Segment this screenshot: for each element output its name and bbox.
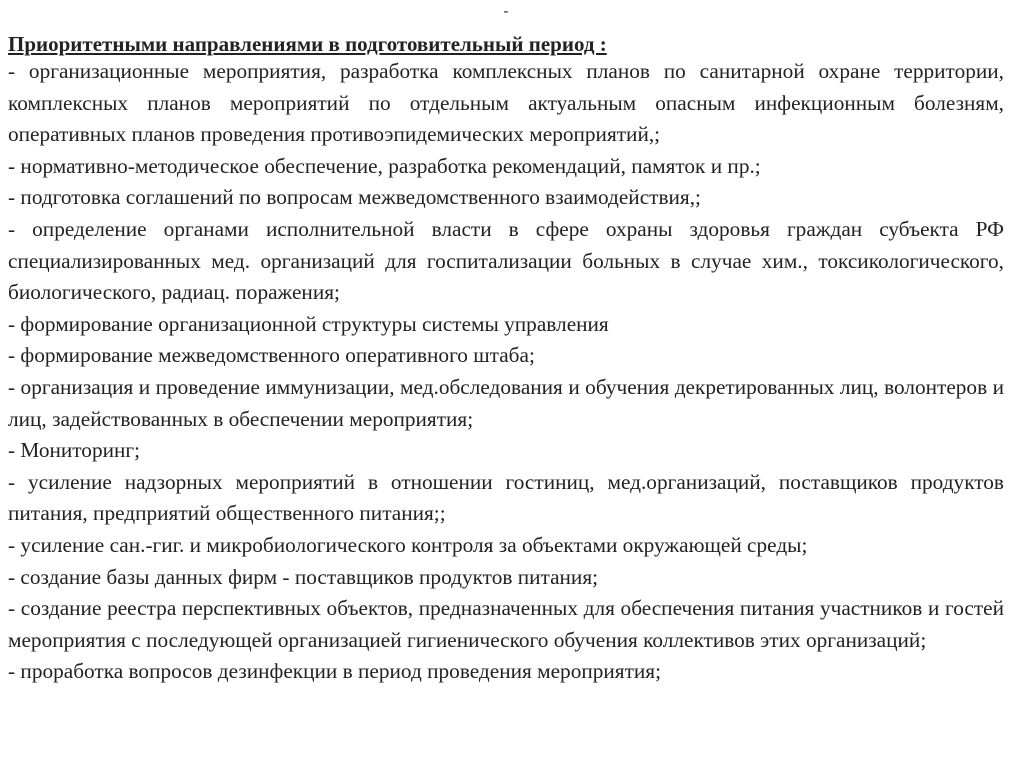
list-item: - организационные мероприятия, разработка комплексных планов по санитарной охране территории, комплексных планов мероприятий по отдельным актуальным опасным инфекционным болезням, оперативных планов проведения противоэпидемических мероприятий,; bbox=[8, 59, 1004, 147]
list-item: - Мониторинг; bbox=[8, 438, 141, 463]
list-item: - создание базы данных фирм - поставщиков продуктов питания; bbox=[8, 564, 599, 589]
list-item: - подготовка соглашений по вопросам межведомственного взаимодействия,; bbox=[8, 185, 701, 210]
list-item: - нормативно-методическое обеспечение, разработка рекомендаций, памяток и пр.; bbox=[8, 153, 761, 178]
list-item: - проработка вопросов дезинфекции в период проведения мероприятия; bbox=[8, 659, 662, 684]
list-item: - формирование организационной структуры системы управления bbox=[8, 311, 609, 336]
list-item: - создание реестра перспективных объектов, предназначенных для обеспечения питания участников и гостей мероприятия с последующей организацией гигиенического обучения коллективов этих организаций; bbox=[8, 596, 1004, 652]
list-item: - усиление сан.-гиг. и микробиологического контроля за объектами окружающей среды; bbox=[8, 532, 808, 557]
list-item: - формирование межведомственного оперативного штаба; bbox=[8, 343, 535, 368]
page-title: Приоритетными направлениями в подготовительный период : bbox=[8, 32, 607, 56]
priority-list bbox=[8, 56, 1004, 688]
list-item: - организация и проведение иммунизации, мед.обследования и обучения декретированных лиц, волонтеров и лиц, задействованных в обеспечении мероприятия; bbox=[8, 374, 1004, 431]
list-item: - усиление надзорных мероприятий в отношении гостиниц, мед.организаций, поставщиков продуктов питания, предприятий общественного питания;; bbox=[8, 469, 1004, 526]
document-page bbox=[8, 0, 1004, 767]
top-mark: - bbox=[503, 4, 509, 19]
list-item: - определение органами исполнительной власти в сфере охраны здоровья граждан субъекта РФ специализированных мед. организаций для госпитализации больных в случае хим., токсикологического, биологического, радиац. поражения; bbox=[8, 216, 1004, 305]
